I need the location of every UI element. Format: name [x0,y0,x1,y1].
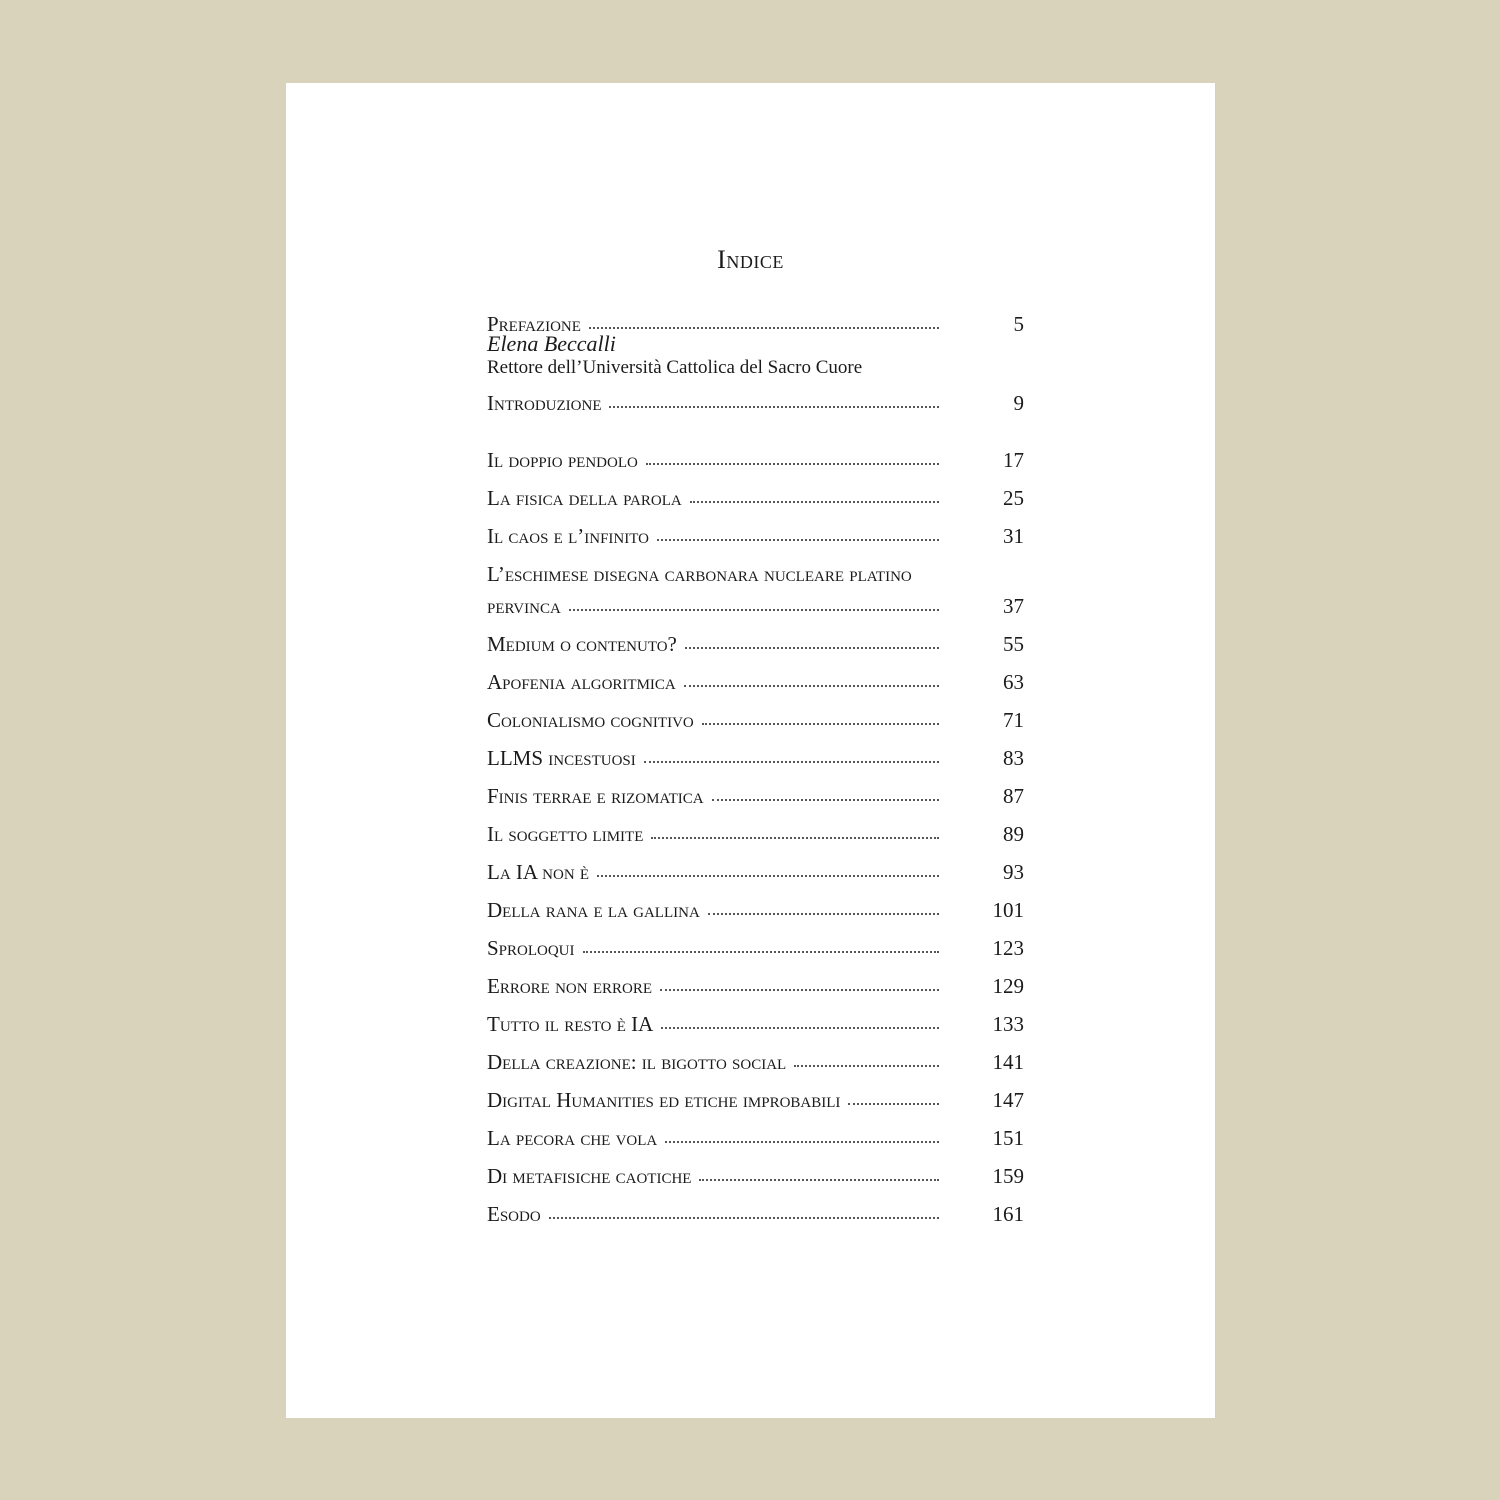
toc-page-number: 141 [992,1050,1024,1074]
toc-entry-title: La IA non è [487,860,590,884]
toc-line [487,384,1024,422]
toc-entry-title: Colonialismo cognitivo [487,708,694,732]
toc-entry [487,929,1024,967]
toc-entry [487,1195,1024,1233]
toc-entry-title: Prefazione [487,312,581,336]
chapter-list [487,441,1024,1233]
toc-entry-title: Errore non errore [487,974,653,998]
toc-entry-title: Tutto il resto è IA [487,1012,654,1036]
toc-entry-title: La fisica della parola [487,486,682,510]
toc-page-number: 93 [1003,860,1024,884]
toc-entry-title: LLMS incestuosi [487,746,636,770]
toc-page-number: 31 [1003,524,1024,548]
dot-leader [651,836,939,839]
dot-leader [699,1178,939,1181]
page-title: Indice [717,245,784,274]
dot-leader [597,874,939,877]
toc-entry [487,1157,1024,1195]
toc-page-number: 101 [992,898,1024,922]
toc-entry-preface [487,305,1024,379]
dot-leader [708,912,939,915]
toc-page-number: 63 [1003,670,1024,694]
dot-leader [569,608,939,611]
toc-page-number: 89 [1003,822,1024,846]
toc-page-number: 87 [1003,784,1024,808]
toc-entry-title: Esodo [487,1202,541,1226]
toc-entry [487,891,1024,929]
toc-entry [487,815,1024,853]
toc-page-number: 5 [1013,312,1024,336]
dot-leader [702,722,939,725]
preface-author-affiliation: Rettore dell’Università Cattolica del Sacro Cuore [487,357,863,378]
toc-entry [487,479,1024,517]
toc-page-number: 123 [992,936,1024,960]
toc-entry-title: Digital Humanities ed etiche improbabili [487,1088,841,1112]
toc-entry-title: Il caos e l’infinito [487,524,649,548]
toc-entry-title: Introduzione [487,391,602,415]
toc-entry-title: Il doppio pendolo [487,448,638,472]
dot-leader [646,462,939,465]
toc-page-number: 17 [1003,448,1024,472]
dot-leader [583,950,939,953]
toc-entry [487,1081,1024,1119]
dot-leader [609,405,939,408]
toc-entry-title: Della creazione: il bigotto social [487,1050,787,1074]
toc-entry-title: Finis terrae e rizomatica [487,784,704,808]
dot-leader [712,798,939,801]
toc-entry [487,517,1024,555]
toc-entry [487,561,1024,625]
dot-leader [589,326,939,329]
toc-entry [487,701,1024,739]
toc-entry-introduction [487,384,1024,422]
toc-page-number: 129 [992,974,1024,998]
toc-entry [487,1043,1024,1081]
toc-entry [487,663,1024,701]
toc-page-number: 159 [992,1164,1024,1188]
toc-page-number: 9 [1013,391,1024,415]
dot-leader [665,1140,939,1143]
toc-page-number: 37 [1003,594,1024,618]
dot-leader [684,684,939,687]
toc-entry [487,441,1024,479]
preface-author: Elena Beccalli [487,331,616,356]
dot-leader [660,988,939,991]
toc-entry-title: Di metafisiche caotiche [487,1164,692,1188]
toc-entry-title: Apofenia algoritmica [487,670,676,694]
toc-entry-title: Della rana e la gallina [487,898,700,922]
dot-leader [549,1216,939,1219]
dot-leader [661,1026,939,1029]
toc-page-number: 147 [992,1088,1024,1112]
toc-page-number: 83 [1003,746,1024,770]
dot-leader [690,500,939,503]
toc-page-number: 25 [1003,486,1024,510]
toc-page-number: 151 [992,1126,1024,1150]
toc-entry-title: Il soggetto limite [487,822,644,846]
toc-entry-title: Medium o contenuto? [487,632,677,656]
toc-entry [487,739,1024,777]
toc-page-number: 71 [1003,708,1024,732]
book-page [286,83,1215,1418]
toc-entry [487,777,1024,815]
dot-leader [848,1102,939,1105]
dot-leader [644,760,939,763]
toc-page-number: 133 [992,1012,1024,1036]
toc-entry [487,1005,1024,1043]
toc-entry [487,625,1024,663]
toc-entry-title-line1: L’eschimese disegna carbonara nucleare platino [487,562,912,586]
toc-entry-title-line2: pervinca [487,594,561,618]
table-of-contents [487,305,1024,1233]
dot-leader [657,538,939,541]
toc-page-number: 55 [1003,632,1024,656]
dot-leader [794,1064,939,1067]
toc-page-number: 161 [992,1202,1024,1226]
toc-entry-title: Sproloqui [487,936,575,960]
toc-entry [487,967,1024,1005]
toc-entry-title: La pecora che vola [487,1126,658,1150]
toc-entry [487,1119,1024,1157]
toc-entry [487,853,1024,891]
dot-leader [685,646,939,649]
